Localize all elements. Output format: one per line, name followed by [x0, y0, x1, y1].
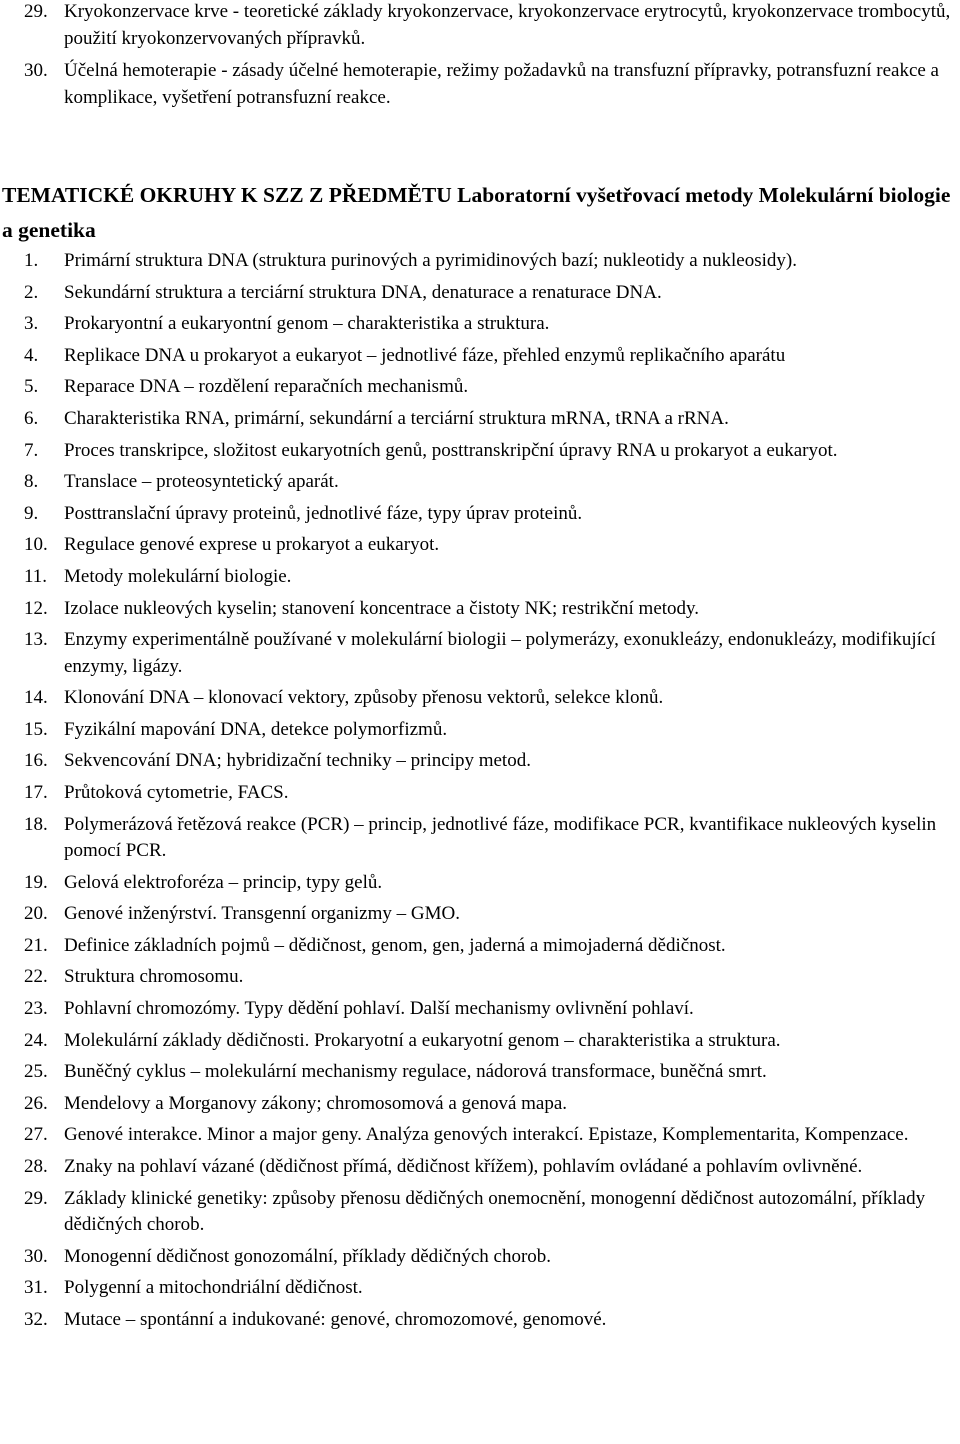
item-text: Definice základních pojmů – dědičnost, genom, gen, jaderná a mimojaderná dědičnost.	[64, 934, 726, 956]
item-text: Primární struktura DNA (struktura purinových a pyrimidinových bazí; nukleotidy a nukleosidy).	[64, 250, 797, 271]
item-text: Polymerázová řetězová reakce (PCR) – princip, jednotlivé fáze, modifikace PCR, kvantifikace nukleových kyselin pomocí PCR.	[64, 813, 937, 862]
list-item	[0, 780, 960, 807]
item-number: 31.	[24, 1277, 48, 1299]
item-text: Reparace DNA – rozdělení reparačních mechanismů.	[64, 376, 469, 398]
list-item	[0, 374, 960, 401]
list-item	[0, 964, 960, 991]
item-text: Pohlavní chromozómy. Typy dědění pohlaví. Další mechanismy ovlivnění pohlaví.	[64, 998, 694, 1020]
list-item	[0, 1307, 960, 1334]
item-text: Monogenní dědičnost gonozomální, příklady dědičných chorob.	[64, 1245, 552, 1267]
list-item	[0, 1154, 960, 1181]
item-number: 5.	[24, 376, 39, 398]
item-text: Polygenní a mitochondriální dědičnost.	[64, 1277, 363, 1299]
list-item	[0, 1028, 960, 1055]
list-item	[0, 438, 960, 465]
item-number: 2.	[24, 281, 39, 303]
list-item	[0, 901, 960, 928]
list-item	[0, 532, 960, 559]
list-item	[0, 1275, 960, 1302]
item-number: 9.	[24, 502, 39, 524]
list-item	[0, 1122, 960, 1149]
item-text: Sekundární struktura a terciární struktura DNA, denaturace a renaturace DNA.	[64, 281, 662, 303]
item-text: Genové inženýrství. Transgenní organizmy – GMO.	[64, 903, 460, 925]
item-text: Prokaryontní a eukaryontní genom – charakteristika a struktura.	[64, 313, 550, 335]
list-item	[0, 870, 960, 897]
item-number: 30.	[24, 60, 48, 81]
list-item	[0, 717, 960, 744]
list-item	[0, 996, 960, 1023]
item-number: 24.	[24, 1029, 48, 1051]
item-number: 20.	[24, 903, 48, 925]
item-number: 16.	[24, 750, 48, 772]
list-item	[0, 248, 960, 275]
item-number: 4.	[24, 344, 39, 366]
item-text: Molekulární základy dědičnosti. Prokaryotní a eukaryotní genom – charakteristika a struktura.	[64, 1029, 781, 1051]
list-item	[0, 564, 960, 591]
topics-list	[0, 248, 960, 1339]
item-text: Posttranslační úpravy proteinů, jednotlivé fáze, typy úprav proteinů.	[64, 502, 583, 524]
item-text: Metody molekulární biologie.	[64, 565, 292, 587]
item-number: 13.	[24, 629, 48, 651]
list-item	[0, 343, 960, 370]
item-text: Izolace nukleových kyselin; stanovení koncentrace a čistoty NK; restrikční metody.	[64, 597, 700, 619]
item-number: 15.	[24, 718, 48, 740]
item-number: 27.	[24, 1124, 48, 1146]
list-item	[0, 748, 960, 775]
item-number: 28.	[24, 1156, 48, 1178]
list-item	[0, 406, 960, 433]
item-number: 10.	[24, 534, 48, 556]
list-item	[0, 58, 960, 111]
list-item	[0, 501, 960, 528]
item-text: Fyzikální mapování DNA, detekce polymorfizmů.	[64, 718, 448, 740]
item-number: 18.	[24, 813, 48, 835]
item-number: 12.	[24, 597, 48, 619]
item-text: Sekvencování DNA; hybridizační techniky – principy metod.	[64, 750, 531, 772]
item-number: 29.	[24, 1187, 48, 1209]
item-number: 6.	[24, 407, 39, 429]
item-number: 19.	[24, 871, 48, 893]
list-item	[0, 0, 960, 52]
item-text: Enzymy experimentálně používané v molekulární biologii – polymerázy, exonukleázy, endonukleázy, modifikující enzymy, ligázy.	[64, 629, 936, 677]
list-item	[0, 1059, 960, 1086]
item-number: 30.	[24, 1245, 48, 1267]
item-number: 21.	[24, 934, 48, 956]
list-item	[0, 685, 960, 712]
item-text: Replikace DNA u prokaryot a eukaryot – jednotlivé fáze, přehled enzymů replikačního aparátu	[64, 344, 786, 366]
item-number: 3.	[24, 313, 39, 335]
item-number: 17.	[24, 782, 48, 803]
list-item	[0, 596, 960, 623]
item-text: Charakteristika RNA, primární, sekundární a terciární struktura mRNA, tRNA a rRNA.	[64, 407, 729, 429]
previous-section-list	[0, 0, 960, 111]
list-item	[0, 469, 960, 496]
item-text: Struktura chromosomu.	[64, 966, 244, 988]
list-item	[0, 812, 960, 865]
item-number: 29.	[24, 1, 48, 22]
item-number: 32.	[24, 1308, 48, 1330]
item-number: 11.	[24, 565, 48, 587]
item-number: 8.	[24, 471, 39, 493]
list-item	[0, 1091, 960, 1118]
list-item	[0, 280, 960, 307]
list-item	[0, 1186, 960, 1239]
item-text: Mutace – spontánní a indukované: genové, chromozomové, genomové.	[64, 1308, 607, 1330]
item-number: 7.	[24, 439, 39, 461]
item-text: Znaky na pohlaví vázané (dědičnost přímá, dědičnost křížem), pohlavím ovládané a pohlavím ovlivněné.	[64, 1156, 863, 1178]
section-heading: TEMATICKÉ OKRUHY K SZZ Z PŘEDMĚTU Laboratorní vyšetřovací metody Molekulární biologie a genetika	[2, 183, 951, 242]
item-number: 26.	[24, 1092, 48, 1114]
item-text: Proces transkripce, složitost eukaryotních genů, posttranskripční úpravy RNA u prokaryot a eukaryot.	[64, 439, 838, 461]
list-item	[0, 627, 960, 680]
item-text: Genové interakce. Minor a major geny. Analýza genových interakcí. Epistaze, Komplementarita, Kompenzace.	[64, 1124, 909, 1146]
item-text: Průtoková cytometrie, FACS.	[64, 782, 289, 803]
list-item	[0, 933, 960, 960]
list-item	[0, 311, 960, 338]
item-text: Základy klinické genetiky: způsoby přenosu dědičných onemocnění, monogenní dědičnost autozomální, příklady dědičných chorob.	[64, 1187, 926, 1236]
item-text: Účelná hemoterapie - zásady účelné hemoterapie, režimy požadavků na transfuzní přípravky, potransfuzní reakce a komplikace, vyšetření potransfuzní reakce.	[64, 60, 939, 108]
item-number: 22.	[24, 966, 48, 988]
item-text: Buněčný cyklus – molekulární mechanismy regulace, nádorová transformace, buněčná smrt.	[64, 1061, 767, 1083]
item-number: 1.	[24, 250, 39, 271]
item-number: 23.	[24, 998, 48, 1020]
item-text: Kryokonzervace krve - teoretické základy kryokonzervace, kryokonzervace erytrocytů, kryokonzervace trombocytů, použití kryokonzervovaných přípravků.	[64, 1, 951, 49]
item-text: Regulace genové exprese u prokaryot a eukaryot.	[64, 534, 440, 556]
item-text: Klonování DNA – klonovací vektory, způsoby přenosu vektorů, selekce klonů.	[64, 687, 664, 709]
list-item	[0, 1244, 960, 1271]
item-text: Gelová elektroforéza – princip, typy gelů.	[64, 871, 383, 893]
item-text: Mendelovy a Morganovy zákony; chromosomová a genová mapa.	[64, 1092, 568, 1114]
item-number: 25.	[24, 1061, 48, 1083]
item-text: Translace – proteosyntetický aparát.	[64, 471, 339, 493]
item-number: 14.	[24, 687, 48, 709]
